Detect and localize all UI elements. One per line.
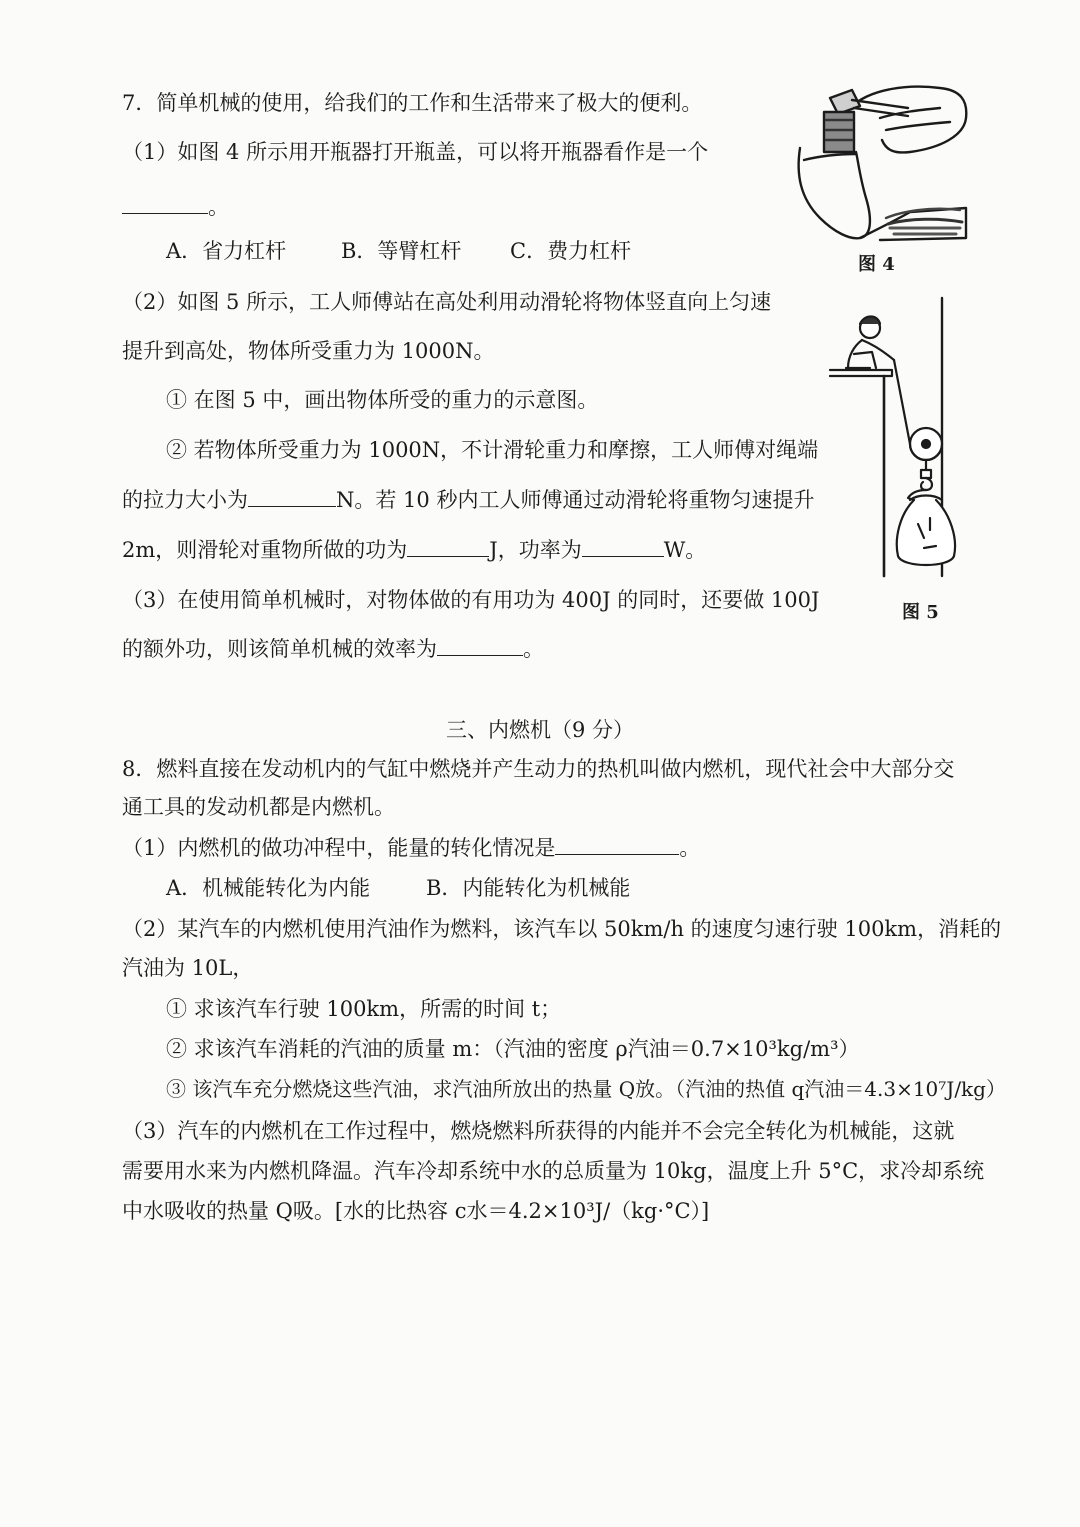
q7-p2-line2: 提升到高处，物体所受重力为 1000N。	[122, 339, 495, 363]
figure-5-caption: 图 5	[902, 602, 939, 623]
q7-power-blank[interactable]	[582, 536, 664, 557]
q7-p3-line2	[122, 634, 544, 664]
q7-efficiency-blank[interactable]	[437, 635, 523, 656]
q7-p2-sub2-line3-b: J，功率为	[489, 538, 582, 562]
q8-p2-sub2: ② 求该汽车消耗的汽油的质量 m：（汽油的密度 ρ汽油＝0.7×10³kg/m³）	[166, 1037, 860, 1061]
q7-p2-sub2-line1: ② 若物体所受重力为 1000N，不计滑轮重力和摩擦，工人师傅对绳端	[166, 438, 819, 462]
q7-p2-sub1: ① 在图 5 中，画出物体所受的重力的示意图。	[166, 388, 599, 412]
q8-p1-end: 。	[679, 836, 701, 860]
q7-p1-blank[interactable]	[122, 193, 208, 214]
q8-p2-sub3: ③ 该汽车充分燃烧这些汽油，求汽油所放出的热量 Q放。（汽油的热值 q汽油＝4.3×10⁷J/kg）	[166, 1077, 1006, 1101]
q8-stem-line1: 8．燃料直接在发动机内的气缸中燃烧并产生动力的热机叫做内燃机，现代社会中大部分交	[122, 757, 955, 781]
q7-p3-line2-b: 。	[523, 637, 544, 661]
q8-stem-line2: 通工具的发动机都是内燃机。	[122, 795, 395, 819]
q7-p2-sub2-line3	[122, 535, 706, 565]
q8-p3-line3: 中水吸收的热量 Q吸。[水的比热容 c水＝4.2×10³J/（kg·°C）]	[122, 1199, 710, 1223]
q8-energy-blank[interactable]	[555, 834, 679, 855]
q7-p2-sub2-line3-c: W。	[663, 538, 707, 562]
q7-p1-option-b: B．等臂杠杆	[341, 239, 462, 263]
q7-force-blank[interactable]	[248, 486, 336, 507]
figure-4-bottle-opener	[790, 78, 970, 246]
q8-p1-line	[122, 833, 700, 863]
q7-p1-answer-line	[122, 192, 229, 222]
q7-p2-sub2-line2-b: N。若 10 秒内工人师傅通过动滑轮将重物匀速提升	[336, 488, 815, 512]
figure-5-pulley	[826, 294, 966, 584]
q7-p2-line1: （2）如图 5 所示，工人师傅站在高处利用动滑轮将物体竖直向上匀速	[122, 290, 772, 314]
figure-4-caption: 图 4	[858, 254, 895, 275]
q8-p3-line2: 需要用水来为内燃机降温。汽车冷却系统中水的总质量为 10kg，温度上升 5°C，求冷却系统	[122, 1159, 985, 1183]
q8-p1-option-a: A．机械能转化为内能	[166, 876, 371, 900]
q7-p2-sub2-line3-a: 2m，则滑轮对重物所做的功为	[122, 538, 408, 562]
q8-p1-text: （1）内燃机的做功冲程中，能量的转化情况是	[122, 836, 556, 860]
q7-p1-option-c: C．费力杠杆	[510, 239, 632, 263]
q7-p3-line2-a: 的额外功，则该简单机械的效率为	[122, 637, 437, 661]
q7-p1-option-a: A．省力杠杆	[166, 239, 287, 263]
q7-p1-text: （1）如图 4 所示用开瓶器打开瓶盖，可以将开瓶器看作是一个	[122, 140, 709, 164]
q8-p2-line2: 汽油为 10L，	[122, 956, 254, 980]
q7-p2-sub2-line2	[122, 485, 814, 515]
q7-work-blank[interactable]	[407, 536, 489, 557]
section-3-title: 三、内燃机（9 分）	[445, 718, 635, 742]
q7-stem: 7．简单机械的使用，给我们的工作和生活带来了极大的便利。	[122, 91, 703, 115]
q7-p2-sub2-line2-a: 的拉力大小为	[122, 488, 248, 512]
q7-p1-end: 。	[208, 195, 229, 219]
q8-p2-line1: （2）某汽车的内燃机使用汽油作为燃料，该汽车以 50km/h 的速度匀速行驶 100km，消耗的	[122, 917, 1002, 941]
q8-p1-option-b: B．内能转化为机械能	[426, 876, 631, 900]
q8-p2-sub1: ① 求该汽车行驶 100km，所需的时间 t；	[166, 997, 562, 1021]
q7-p3-line1: （3）在使用简单机械时，对物体做的有用功为 400J 的同时，还要做 100J	[122, 588, 820, 612]
q8-p3-line1: （3）汽车的内燃机在工作过程中，燃烧燃料所获得的内能并不会完全转化为机械能，这就	[122, 1119, 955, 1143]
